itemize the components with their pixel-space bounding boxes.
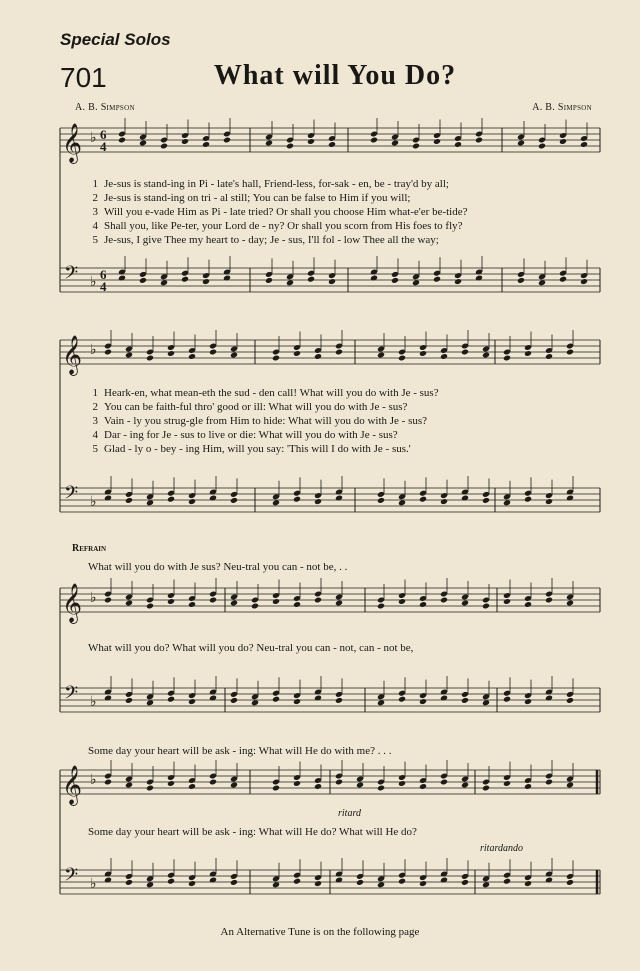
- music-credit: A. B. Simpson: [532, 102, 592, 113]
- note-head: [230, 352, 238, 359]
- note-head: [524, 880, 532, 887]
- note-head: [398, 355, 406, 362]
- note-head: [307, 138, 315, 145]
- note-head: [272, 598, 280, 605]
- note-head: [139, 277, 147, 284]
- ritard-marking: ritard: [338, 808, 361, 819]
- refrain-lyric-line-4: Some day your heart will be ask - ing: What will He do? What will He do?: [88, 826, 417, 838]
- note-head: [419, 350, 427, 357]
- note-head: [328, 141, 336, 148]
- note-head: [559, 276, 567, 283]
- note-head: [202, 278, 210, 285]
- note-head: [398, 696, 406, 703]
- note-head: [580, 141, 588, 148]
- section-title: Special Solos: [60, 30, 171, 49]
- note-head: [482, 881, 490, 888]
- note-head: [377, 352, 385, 359]
- refrain-lyric-line-2: What will you do? What will you do? Neu-tral you can - not, can - not be,: [88, 642, 414, 654]
- note-head: [202, 141, 210, 148]
- note-head: [230, 497, 238, 504]
- note-head: [293, 698, 301, 705]
- flat-key-signature: ♭: [90, 773, 97, 788]
- note-head: [167, 598, 175, 605]
- note-head: [475, 137, 483, 144]
- note-head: [559, 138, 567, 145]
- note-head: [524, 350, 532, 357]
- note-head: [265, 277, 273, 284]
- note-head: [524, 698, 532, 705]
- note-head: [314, 597, 322, 604]
- note-head: [566, 782, 574, 789]
- note-head: [545, 498, 553, 505]
- note-head: [566, 697, 574, 704]
- note-head: [286, 279, 294, 286]
- note-head: [272, 881, 280, 888]
- note-head: [230, 879, 238, 886]
- note-head: [461, 600, 469, 607]
- note-head: [398, 499, 406, 506]
- note-head: [272, 785, 280, 792]
- note-head: [118, 137, 126, 144]
- note-head: [503, 878, 511, 885]
- note-head: [391, 140, 399, 147]
- note-head: [440, 498, 448, 505]
- note-head: [398, 598, 406, 605]
- note-head: [139, 140, 147, 147]
- note-head: [223, 137, 231, 144]
- note-head: [146, 785, 154, 792]
- note-head: [433, 138, 441, 145]
- note-head: [146, 499, 154, 506]
- note-head: [503, 598, 511, 605]
- note-head: [167, 496, 175, 503]
- time-signature: 4: [100, 139, 107, 154]
- flat-key-signature: ♭: [90, 877, 97, 892]
- note-head: [160, 143, 168, 150]
- note-head: [125, 600, 133, 607]
- note-head: [209, 597, 217, 604]
- note-head: [538, 143, 546, 150]
- note-head: [419, 880, 427, 887]
- note-head: [545, 597, 553, 604]
- words-credit: A. B. Simpson: [75, 102, 135, 113]
- note-head: [335, 349, 343, 356]
- note-head: [230, 697, 238, 704]
- note-head: [503, 696, 511, 703]
- note-head: [167, 878, 175, 885]
- note-head: [517, 277, 525, 284]
- note-head: [188, 601, 196, 608]
- note-head: [160, 279, 168, 286]
- flat-key-signature: ♭: [90, 275, 97, 290]
- note-head: [419, 601, 427, 608]
- note-head: [293, 350, 301, 357]
- note-head: [566, 879, 574, 886]
- note-head: [419, 698, 427, 705]
- note-head: [188, 498, 196, 505]
- note-head: [146, 355, 154, 362]
- note-head: [503, 355, 511, 362]
- footer-note: An Alternative Tune is on the following page: [220, 926, 420, 938]
- note-head: [314, 783, 322, 790]
- note-head: [433, 276, 441, 283]
- note-head: [454, 141, 462, 148]
- note-head: [482, 352, 490, 359]
- treble-clef-icon: 𝄞: [62, 583, 83, 623]
- note-head: [293, 780, 301, 787]
- refrain-lyric-line-3: Some day your heart will be ask - ing: What will He do with me? . . .: [88, 745, 392, 757]
- note-head: [377, 603, 385, 610]
- note-head: [181, 276, 189, 283]
- note-head: [104, 349, 112, 356]
- note-head: [314, 498, 322, 505]
- bass-clef-icon: 𝄢: [64, 483, 79, 508]
- treble-clef-icon: 𝄞: [62, 123, 83, 163]
- note-head: [545, 779, 553, 786]
- note-head: [251, 699, 259, 706]
- note-head: [454, 278, 462, 285]
- note-head: [265, 140, 273, 147]
- note-head: [293, 496, 301, 503]
- note-head: [503, 499, 511, 506]
- note-head: [125, 497, 133, 504]
- note-head: [398, 780, 406, 787]
- note-head: [335, 779, 343, 786]
- verses-system-2: 1 Heark-en, what mean-eth the sud - den call! What will you do with Je - sus? 2 You can be faith-ful thro' good or ill: What will you do with Je - sus? 3 Vain - ly you strug-gle from Him to hide: What will you do with Je - sus? 4 Dar - ing for Je - sus to live or die: What will you do with Je - sus? 5 Glad - ly o - bey - ing Him, will you say: 'This will I do with Je - sus.': [92, 387, 439, 455]
- note-head: [125, 879, 133, 886]
- note-head: [167, 696, 175, 703]
- note-head: [377, 497, 385, 504]
- note-head: [461, 697, 469, 704]
- note-head: [167, 350, 175, 357]
- hymn-number: 701: [60, 62, 107, 93]
- note-head: [412, 279, 420, 286]
- note-head: [482, 603, 490, 610]
- bass-clef-icon: 𝄢: [64, 263, 79, 288]
- note-head: [307, 276, 315, 283]
- treble-clef-icon: 𝄞: [62, 335, 83, 375]
- note-head: [293, 878, 301, 885]
- flat-key-signature: ♭: [90, 591, 97, 606]
- note-head: [188, 783, 196, 790]
- note-head: [566, 600, 574, 607]
- verses-system-1: 1 Je-sus is stand-ing in Pi - late's hall, Friend-less, for-sak - en, be - tray'd by all; 2 Je-sus is stand-ing on tri - al still; You can be false to Him if you will; 3 Will you e-vade Him as Pi - late tried? Or shall you choose Him what-e'er be-tide? 4 Shall you, like Pe-ter, your Lord de - ny? Or shall you scorn from His foes to fly? 5 Je-sus, I give Thee my heart to - day; Je - sus, I'll fol - low Thee all the way;: [92, 178, 468, 246]
- note-head: [566, 349, 574, 356]
- time-signature: 6: [100, 127, 107, 142]
- note-head: [461, 782, 469, 789]
- note-head: [419, 496, 427, 503]
- time-signature: 4: [100, 279, 107, 294]
- note-head: [524, 496, 532, 503]
- note-head: [503, 780, 511, 787]
- note-head: [125, 352, 133, 359]
- note-head: [188, 353, 196, 360]
- note-head: [125, 782, 133, 789]
- note-head: [356, 782, 364, 789]
- note-head: [580, 278, 588, 285]
- note-head: [293, 601, 301, 608]
- flat-key-signature: ♭: [90, 343, 97, 358]
- note-head: [377, 785, 385, 792]
- note-head: [314, 353, 322, 360]
- note-head: [482, 699, 490, 706]
- flat-key-signature: ♭: [90, 495, 97, 510]
- note-head: [272, 355, 280, 362]
- note-head: [314, 880, 322, 887]
- note-head: [335, 697, 343, 704]
- note-head: [440, 597, 448, 604]
- note-head: [524, 601, 532, 608]
- note-head: [377, 881, 385, 888]
- note-head: [188, 698, 196, 705]
- note-head: [188, 880, 196, 887]
- note-head: [328, 278, 336, 285]
- note-head: [146, 699, 154, 706]
- treble-clef-icon: 𝄞: [62, 765, 83, 805]
- note-head: [209, 779, 217, 786]
- ritardando-marking: ritardando: [480, 843, 523, 854]
- note-head: [517, 140, 525, 147]
- note-head: [545, 353, 553, 360]
- note-head: [146, 881, 154, 888]
- note-head: [230, 600, 238, 607]
- note-head: [104, 779, 112, 786]
- flat-key-signature: ♭: [90, 695, 97, 710]
- note-head: [181, 138, 189, 145]
- note-head: [461, 879, 469, 886]
- note-head: [251, 603, 259, 610]
- note-head: [440, 353, 448, 360]
- note-head: [125, 697, 133, 704]
- refrain-lyric-line-1: What will you do with Je sus? Neu-tral you can - not be, . .: [88, 561, 348, 573]
- note-head: [272, 499, 280, 506]
- note-head: [146, 603, 154, 610]
- note-head: [167, 780, 175, 787]
- note-head: [398, 878, 406, 885]
- note-head: [419, 783, 427, 790]
- note-head: [412, 143, 420, 150]
- note-head: [356, 879, 364, 886]
- bass-clef-icon: 𝄢: [64, 683, 79, 708]
- flat-key-signature: ♭: [90, 131, 97, 146]
- note-head: [482, 497, 490, 504]
- bass-clef-icon: 𝄢: [64, 865, 79, 890]
- note-head: [104, 597, 112, 604]
- time-signature: 6: [100, 267, 107, 282]
- note-head: [482, 785, 490, 792]
- note-head: [440, 779, 448, 786]
- note-head: [391, 277, 399, 284]
- note-head: [286, 143, 294, 150]
- note-head: [272, 696, 280, 703]
- note-head: [230, 782, 238, 789]
- note-head: [377, 699, 385, 706]
- note-head: [538, 279, 546, 286]
- note-head: [461, 349, 469, 356]
- note-head: [335, 600, 343, 607]
- note-head: [370, 137, 378, 144]
- refrain-label: Refrain: [72, 543, 107, 554]
- note-head: [524, 783, 532, 790]
- hymn-title: What will You Do?: [213, 60, 457, 91]
- note-head: [209, 349, 217, 356]
